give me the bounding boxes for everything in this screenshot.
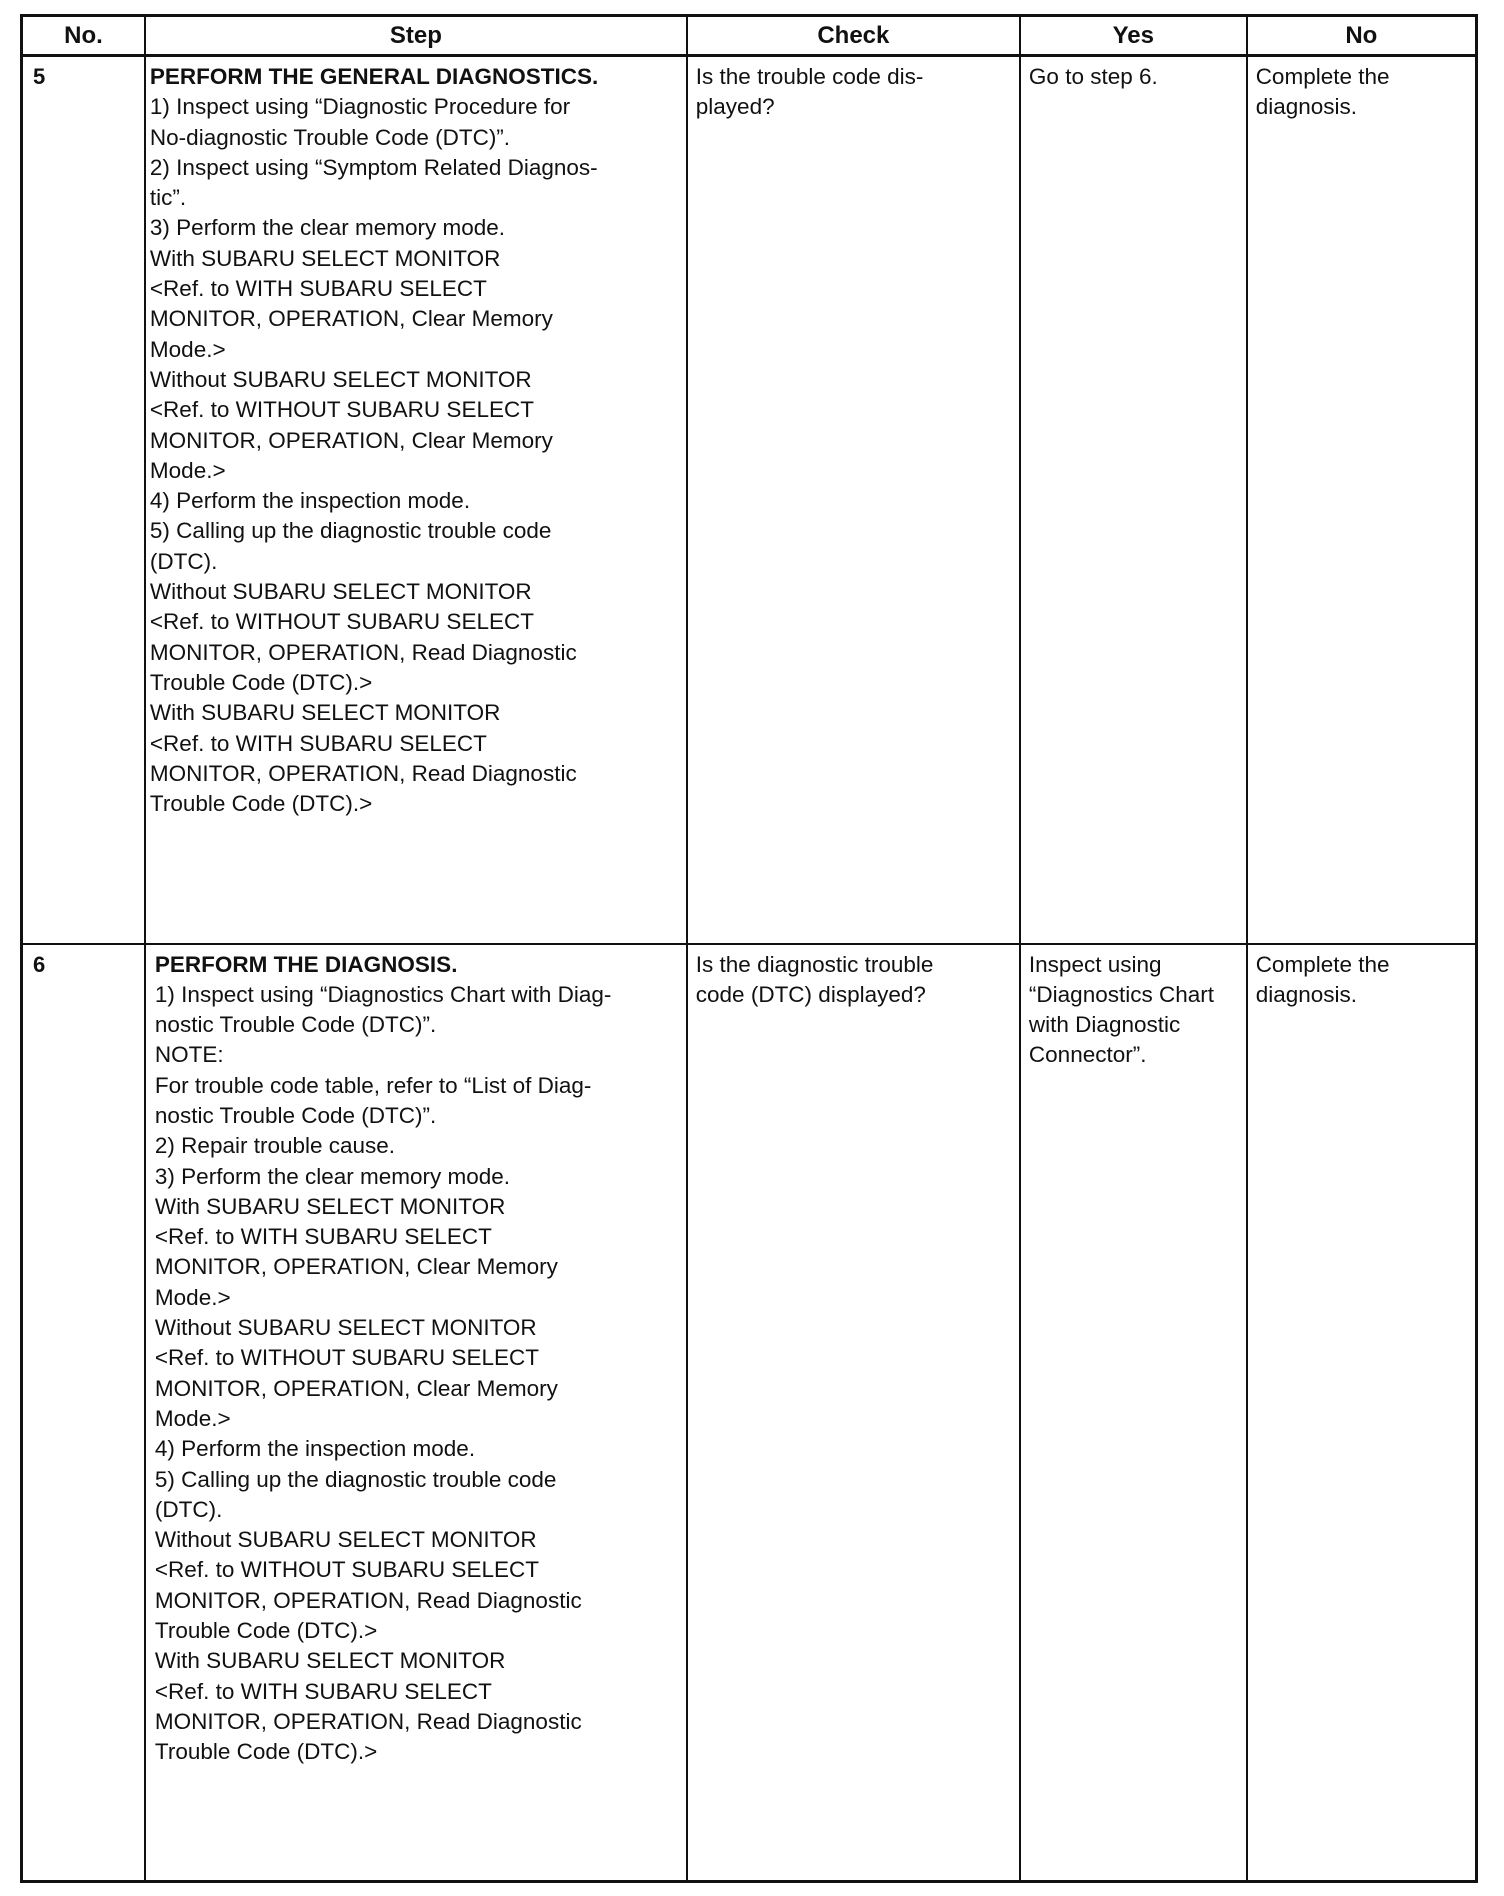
text-line: <Ref. to WITH SUBARU SELECT [154,1224,492,1250]
table-header-row [22,16,1477,56]
text-line: Without SUBARU SELECT MONITOR [149,366,532,392]
text-line: nostic Trouble Code (DTC)”. [154,1012,437,1038]
text-line: With SUBARU SELECT MONITOR [154,1193,506,1219]
text-line: <Ref. to WITHOUT SUBARU SELECT [154,1557,539,1583]
text-line: MONITOR, OPERATION, Clear Memory [149,427,553,453]
text-line: (DTC). [154,1496,223,1522]
text-line: <Ref. to WITHOUT SUBARU SELECT [149,609,534,635]
text-line: 3) Perform the clear memory mode. [149,215,506,241]
step-title: PERFORM THE DIAGNOSIS. [154,951,458,977]
no-lines [1256,62,1467,123]
text-line: Without SUBARU SELECT MONITOR [154,1315,537,1341]
text-line: MONITOR, OPERATION, Clear Memory [154,1375,558,1401]
text-line: MONITOR, OPERATION, Clear Memory [149,306,553,332]
step-title: PERFORM THE GENERAL DIAGNOSTICS. [149,64,599,89]
text-line: Mode.> [149,336,226,362]
table-row [22,944,1477,1882]
text-line: With SUBARU SELECT MONITOR [154,1648,506,1674]
text-line: MONITOR, OPERATION, Read Diagnostic [149,760,577,786]
text-line: with Diagnostic [1028,1012,1181,1038]
header-step: Step [145,16,687,56]
text-line: Trouble Code (DTC).> [149,791,373,817]
text-line: MONITOR, OPERATION, Clear Memory [154,1254,558,1280]
text-line: “Diagnostics Chart [1028,981,1214,1007]
text-line: Inspect using [1028,951,1162,977]
text-line: Is the diagnostic trouble [695,951,934,977]
text-line: Mode.> [149,457,226,483]
step-cell [145,944,687,1882]
header-check: Check [687,16,1020,56]
text-line: Complete the [1255,64,1390,89]
step-lines [150,92,680,819]
text-line: tic”. [149,185,187,211]
text-line: Complete the [1255,951,1390,977]
header-no: No. [22,16,145,56]
text-line: MONITOR, OPERATION, Read Diagnostic [154,1587,582,1613]
check-lines [696,950,1011,1011]
check-cell [687,56,1020,944]
text-line: 4) Perform the inspection mode. [154,1436,476,1462]
text-line: Without SUBARU SELECT MONITOR [149,579,532,605]
text-line: 5) Calling up the diagnostic trouble code [149,518,552,544]
text-line: Without SUBARU SELECT MONITOR [154,1527,537,1553]
yes-cell [1020,56,1247,944]
text-line: diagnosis. [1255,981,1358,1007]
text-line: code (DTC) displayed? [695,981,926,1007]
no-cell [1247,944,1477,1882]
text-line: <Ref. to WITH SUBARU SELECT [149,730,487,756]
header-no-column: No [1247,16,1477,56]
no-cell [1247,56,1477,944]
text-line: diagnosis. [1255,94,1358,120]
check-cell [687,944,1020,1882]
text-line: With SUBARU SELECT MONITOR [149,700,501,726]
text-line: For trouble code table, refer to “List of Diag- [154,1072,592,1098]
text-line: 1) Inspect using “Diagnostic Procedure for [149,94,571,120]
text-line: Trouble Code (DTC).> [154,1618,378,1644]
text-line: <Ref. to WITHOUT SUBARU SELECT [154,1345,539,1371]
text-line: played? [695,94,775,120]
step-number: 5 [22,56,145,944]
text-line: Mode.> [154,1284,231,1310]
text-line: 4) Perform the inspection mode. [149,488,471,514]
step-cell [145,56,687,944]
yes-lines [1029,62,1238,92]
text-line: 2) Inspect using “Symptom Related Diagnos- [149,154,598,180]
text-line: MONITOR, OPERATION, Read Diagnostic [154,1708,582,1734]
text-line: No-diagnostic Trouble Code (DTC)”. [149,124,511,150]
diagnostic-table [20,14,1478,1883]
text-line: <Ref. to WITHOUT SUBARU SELECT [149,397,534,423]
table-row [22,56,1477,944]
header-yes: Yes [1020,16,1247,56]
text-line: Connector”. [1028,1042,1147,1068]
no-lines [1256,950,1467,1011]
text-line: nostic Trouble Code (DTC)”. [154,1102,437,1128]
text-line: 3) Perform the clear memory mode. [154,1163,511,1189]
text-line: NOTE: [154,1042,224,1068]
text-line: 2) Repair trouble cause. [154,1133,396,1159]
text-line: 5) Calling up the diagnostic trouble code [154,1466,557,1492]
step-number: 6 [22,944,145,1882]
step-lines [155,980,680,1768]
text-line: Mode.> [154,1405,231,1431]
text-line: <Ref. to WITH SUBARU SELECT [149,276,487,302]
text-line: With SUBARU SELECT MONITOR [149,245,501,271]
yes-cell [1020,944,1247,1882]
text-line: (DTC). [149,548,218,574]
yes-lines [1029,950,1238,1071]
text-line: <Ref. to WITH SUBARU SELECT [154,1678,492,1704]
text-line: Is the trouble code dis- [695,64,924,89]
text-line: Go to step 6. [1028,64,1158,89]
check-lines [696,62,1011,123]
text-line: 1) Inspect using “Diagnostics Chart with Diag- [154,981,612,1007]
text-line: MONITOR, OPERATION, Read Diagnostic [149,639,577,665]
text-line: Trouble Code (DTC).> [149,669,373,695]
text-line: Trouble Code (DTC).> [154,1739,378,1765]
